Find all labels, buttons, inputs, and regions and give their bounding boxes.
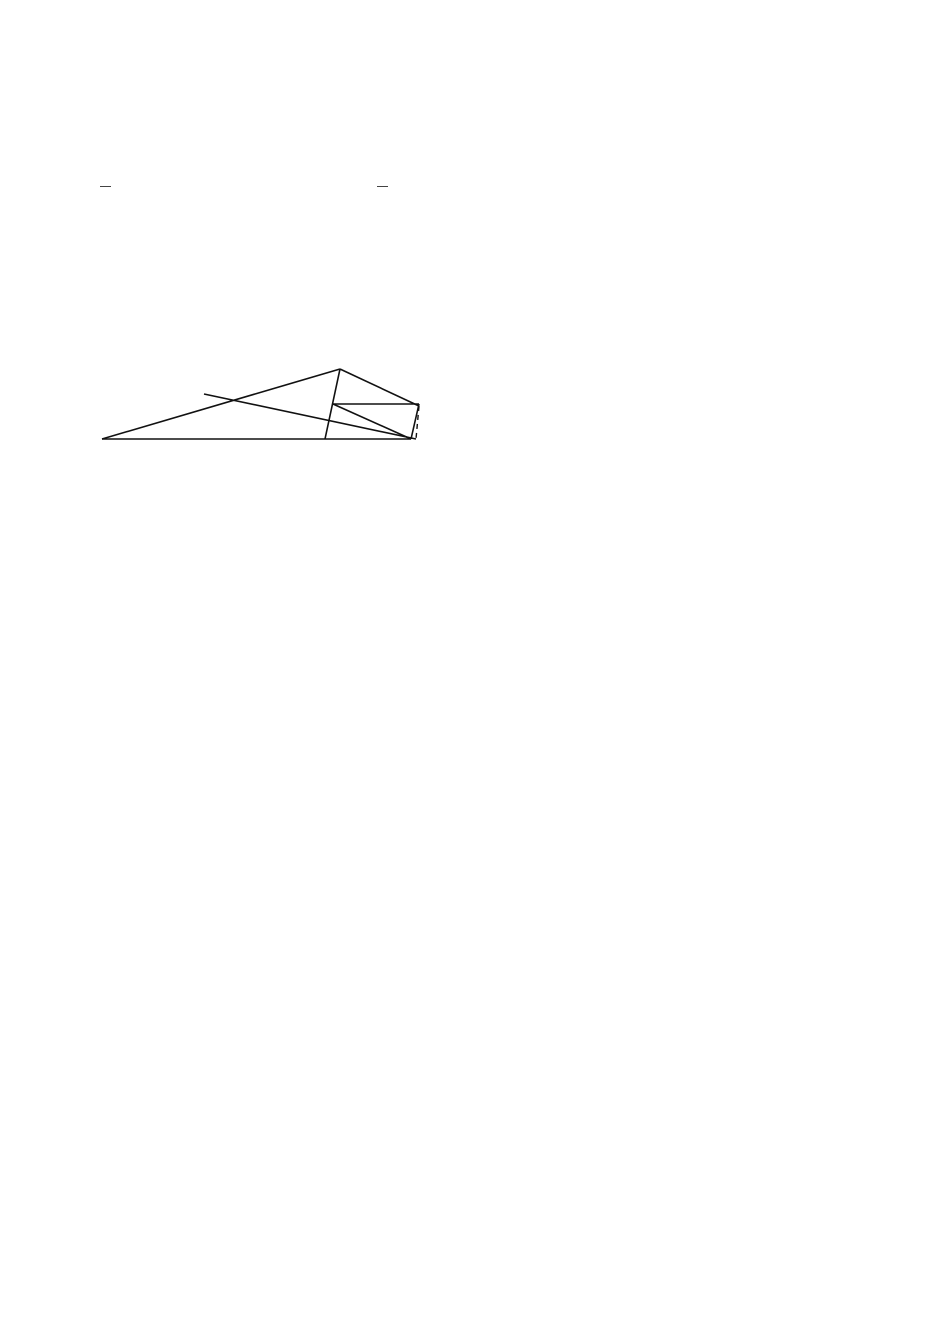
q9-option-c[interactable]	[365, 178, 388, 194]
fraction	[100, 185, 111, 188]
q9-option-a[interactable]	[88, 178, 111, 194]
q9-option-d[interactable]	[484, 190, 492, 206]
q10-figure	[80, 342, 460, 467]
q9-option-b[interactable]	[230, 190, 238, 206]
q10-line1	[88, 236, 98, 257]
fraction	[377, 185, 388, 188]
